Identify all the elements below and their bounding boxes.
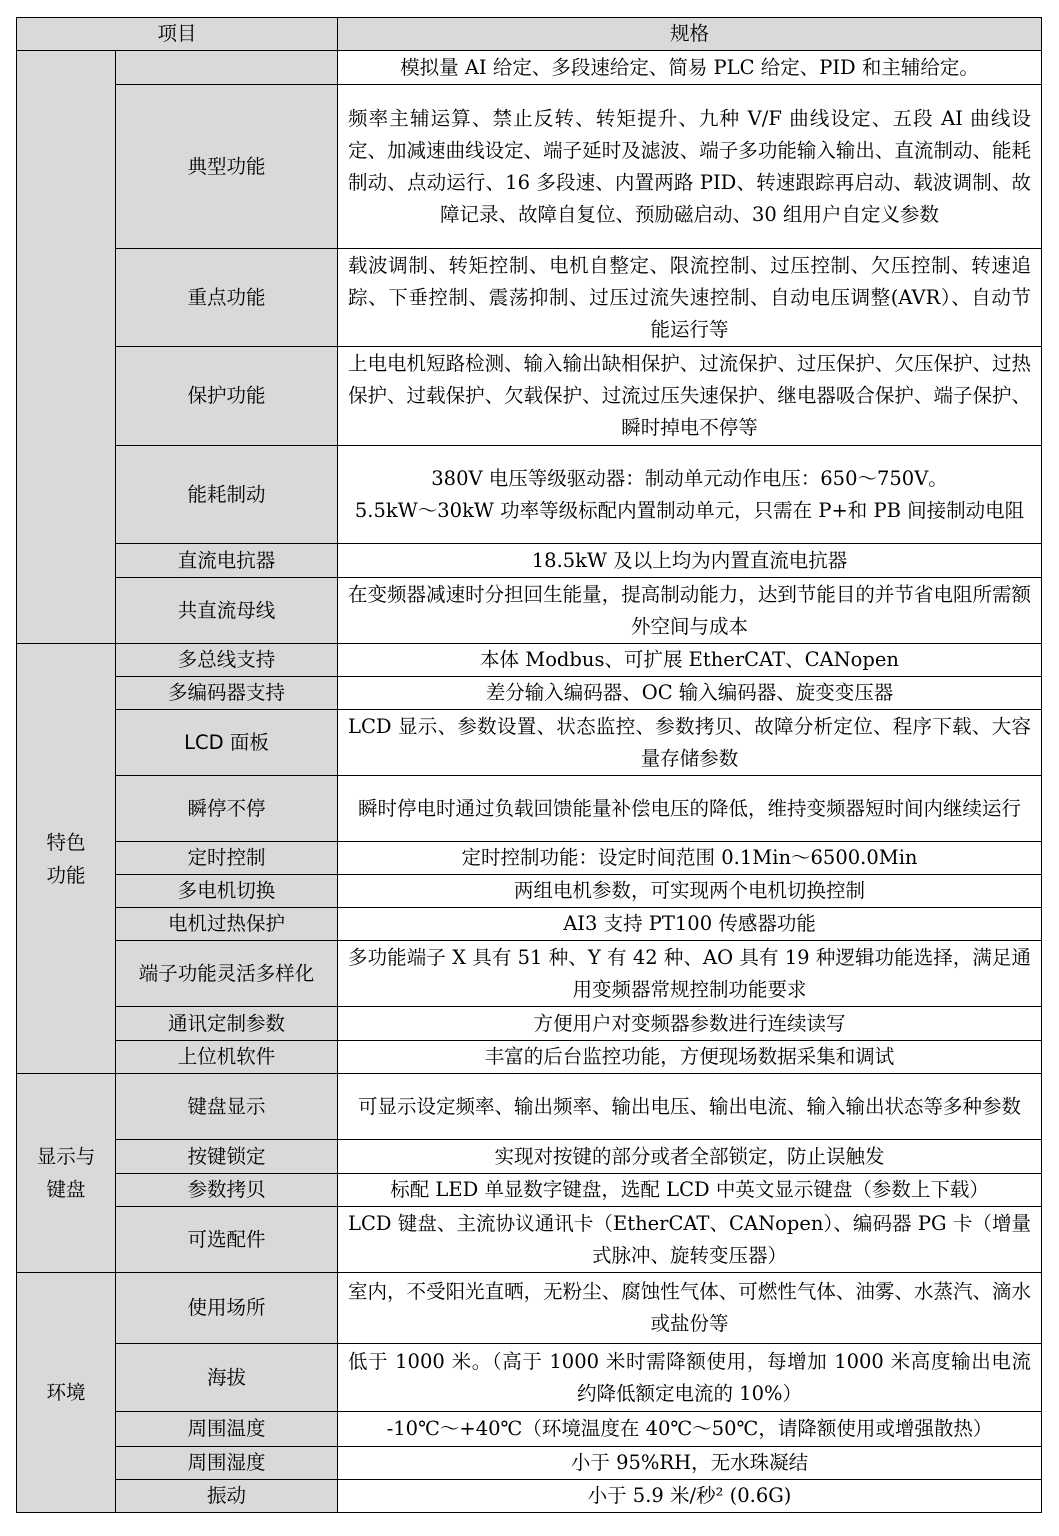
table-row	[17, 51, 1042, 85]
spec-value: -10℃～+40℃（环境温度在 40℃～50℃，请降额使用或增强散热）	[338, 1412, 1042, 1447]
item-label: 能耗制动	[116, 446, 338, 544]
spec-value: 标配 LED 单显数字键盘，选配 LCD 中英文显示键盘（参数上下载）	[338, 1174, 1042, 1207]
item-label: 周围温度	[116, 1412, 338, 1447]
item-label: 振动	[116, 1480, 338, 1513]
table-row	[17, 1174, 1042, 1207]
table-row	[17, 1344, 1042, 1412]
spec-value: 丰富的后台监控功能，方便现场数据采集和调试	[338, 1041, 1042, 1074]
item-label: 直流电抗器	[116, 544, 338, 578]
spec-value: 方便用户对变频器参数进行连续读写	[338, 1007, 1042, 1041]
table-row	[17, 1041, 1042, 1074]
spec-value: 两组电机参数，可实现两个电机切换控制	[338, 875, 1042, 908]
spec-value: 上电电机短路检测、输入输出缺相保护、过流保护、过压保护、欠压保护、过热保护、过载保护、欠载保护、过流过压失速保护、继电器吸合保护、端子保护、瞬时掉电不停等	[338, 347, 1042, 446]
item-label: 上位机软件	[116, 1041, 338, 1074]
item-label: LCD 面板	[116, 710, 338, 776]
table-row	[17, 677, 1042, 710]
table-row	[17, 446, 1042, 544]
group-label	[17, 51, 116, 644]
spec-value: 小于 5.9 米/秒² (0.6G)	[338, 1480, 1042, 1513]
item-label: 参数拷贝	[116, 1174, 338, 1207]
item-label: 定时控制	[116, 842, 338, 875]
item-label	[116, 51, 338, 85]
item-label: 多编码器支持	[116, 677, 338, 710]
table-row	[17, 875, 1042, 908]
spec-value: 低于 1000 米。（高于 1000 米时需降额使用，每增加 1000 米高度输出电流约降低额定电流的 10%）	[338, 1344, 1042, 1412]
item-label: 共直流母线	[116, 578, 338, 644]
table-row	[17, 85, 1042, 249]
table-row	[17, 941, 1042, 1007]
spec-value: 18.5kW 及以上均为内置直流电抗器	[338, 544, 1042, 578]
item-label: 通讯定制参数	[116, 1007, 338, 1041]
spec-value: 多功能端子 X 具有 51 种、Y 有 42 种、AO 具有 19 种逻辑功能选择，满足通用变频器常规控制功能要求	[338, 941, 1042, 1007]
table-row	[17, 578, 1042, 644]
spec-value: 定时控制功能：设定时间范围 0.1Min～6500.0Min	[338, 842, 1042, 875]
spec-value: 室内，不受阳光直晒，无粉尘、腐蚀性气体、可燃性气体、油雾、水蒸汽、滴水或盐份等	[338, 1273, 1042, 1344]
spec-value: 本体 Modbus、可扩展 EtherCAT、CANopen	[338, 644, 1042, 677]
spec-value: 小于 95%RH，无水珠凝结	[338, 1447, 1042, 1480]
item-label: 端子功能灵活多样化	[116, 941, 338, 1007]
spec-value: 可显示设定频率、输出频率、输出电压、输出电流、输入输出状态等多种参数	[338, 1074, 1042, 1140]
item-label: 多电机切换	[116, 875, 338, 908]
spec-value: LCD 键盘、主流协议通讯卡（EtherCAT、CANopen）、编码器 PG 卡（增量式脉冲、旋转变压器）	[338, 1207, 1042, 1273]
item-label: 海拔	[116, 1344, 338, 1412]
spec-value: 实现对按键的部分或者全部锁定，防止误触发	[338, 1140, 1042, 1174]
table-row	[17, 1007, 1042, 1041]
table-row	[17, 1207, 1042, 1273]
specification-table	[16, 17, 1042, 1513]
table-row	[17, 544, 1042, 578]
item-label: 周围湿度	[116, 1447, 338, 1480]
table-row	[17, 249, 1042, 347]
spec-value: 频率主辅运算、禁止反转、转矩提升、九种 V/F 曲线设定、五段 AI 曲线设定、加减速曲线设定、端子延时及滤波、端子多功能输入输出、直流制动、能耗制动、点动运行、16 多段速、内置两路 PID、转速跟踪再启动、载波调制、故障记录、故障自复位、预励磁启动、30 组用户自定义参数	[338, 85, 1042, 249]
item-label: 使用场所	[116, 1273, 338, 1344]
table-row	[17, 908, 1042, 941]
table-row	[17, 710, 1042, 776]
table-row	[17, 347, 1042, 446]
table-body	[17, 51, 1042, 1513]
header-spec: 规格	[338, 18, 1042, 51]
spec-value: 模拟量 AI 给定、多段速给定、简易 PLC 给定、PID 和主辅给定。	[338, 51, 1042, 85]
group-label: 显示与 键盘	[17, 1074, 116, 1273]
item-label: 可选配件	[116, 1207, 338, 1273]
group-label: 特色 功能	[17, 644, 116, 1074]
table-row	[17, 1412, 1042, 1447]
spec-value: 载波调制、转矩控制、电机自整定、限流控制、过压控制、欠压控制、转速追踪、下垂控制、震荡抑制、过压过流失速控制、自动电压调整(AVR）、自动节能运行等	[338, 249, 1042, 347]
spec-value: 在变频器减速时分担回生能量，提高制动能力，达到节能目的并节省电阻所需额外空间与成本	[338, 578, 1042, 644]
header-item: 项目	[17, 18, 338, 51]
table-row	[17, 842, 1042, 875]
item-label: 按键锁定	[116, 1140, 338, 1174]
spec-value: 差分输入编码器、OC 输入编码器、旋变变压器	[338, 677, 1042, 710]
table-row	[17, 1480, 1042, 1513]
spec-value: LCD 显示、参数设置、状态监控、参数拷贝、故障分析定位、程序下载、大容量存储参数	[338, 710, 1042, 776]
item-label: 电机过热保护	[116, 908, 338, 941]
table-row	[17, 1273, 1042, 1344]
item-label: 多总线支持	[116, 644, 338, 677]
table-row	[17, 644, 1042, 677]
item-label: 典型功能	[116, 85, 338, 249]
table-row	[17, 1140, 1042, 1174]
item-label: 键盘显示	[116, 1074, 338, 1140]
item-label: 保护功能	[116, 347, 338, 446]
group-label: 环境	[17, 1273, 116, 1513]
spec-value: 380V 电压等级驱动器：制动单元动作电压：650～750V。 5.5kW～30kW 功率等级标配内置制动单元，只需在 P+和 PB 间接制动电阻	[338, 446, 1042, 544]
item-label: 瞬停不停	[116, 776, 338, 842]
table-row	[17, 1447, 1042, 1480]
table-header-row	[17, 18, 1042, 51]
item-label: 重点功能	[116, 249, 338, 347]
table-row	[17, 776, 1042, 842]
spec-value: 瞬时停电时通过负载回馈能量补偿电压的降低，维持变频器短时间内继续运行	[338, 776, 1042, 842]
spec-value: AI3 支持 PT100 传感器功能	[338, 908, 1042, 941]
table-row	[17, 1074, 1042, 1140]
